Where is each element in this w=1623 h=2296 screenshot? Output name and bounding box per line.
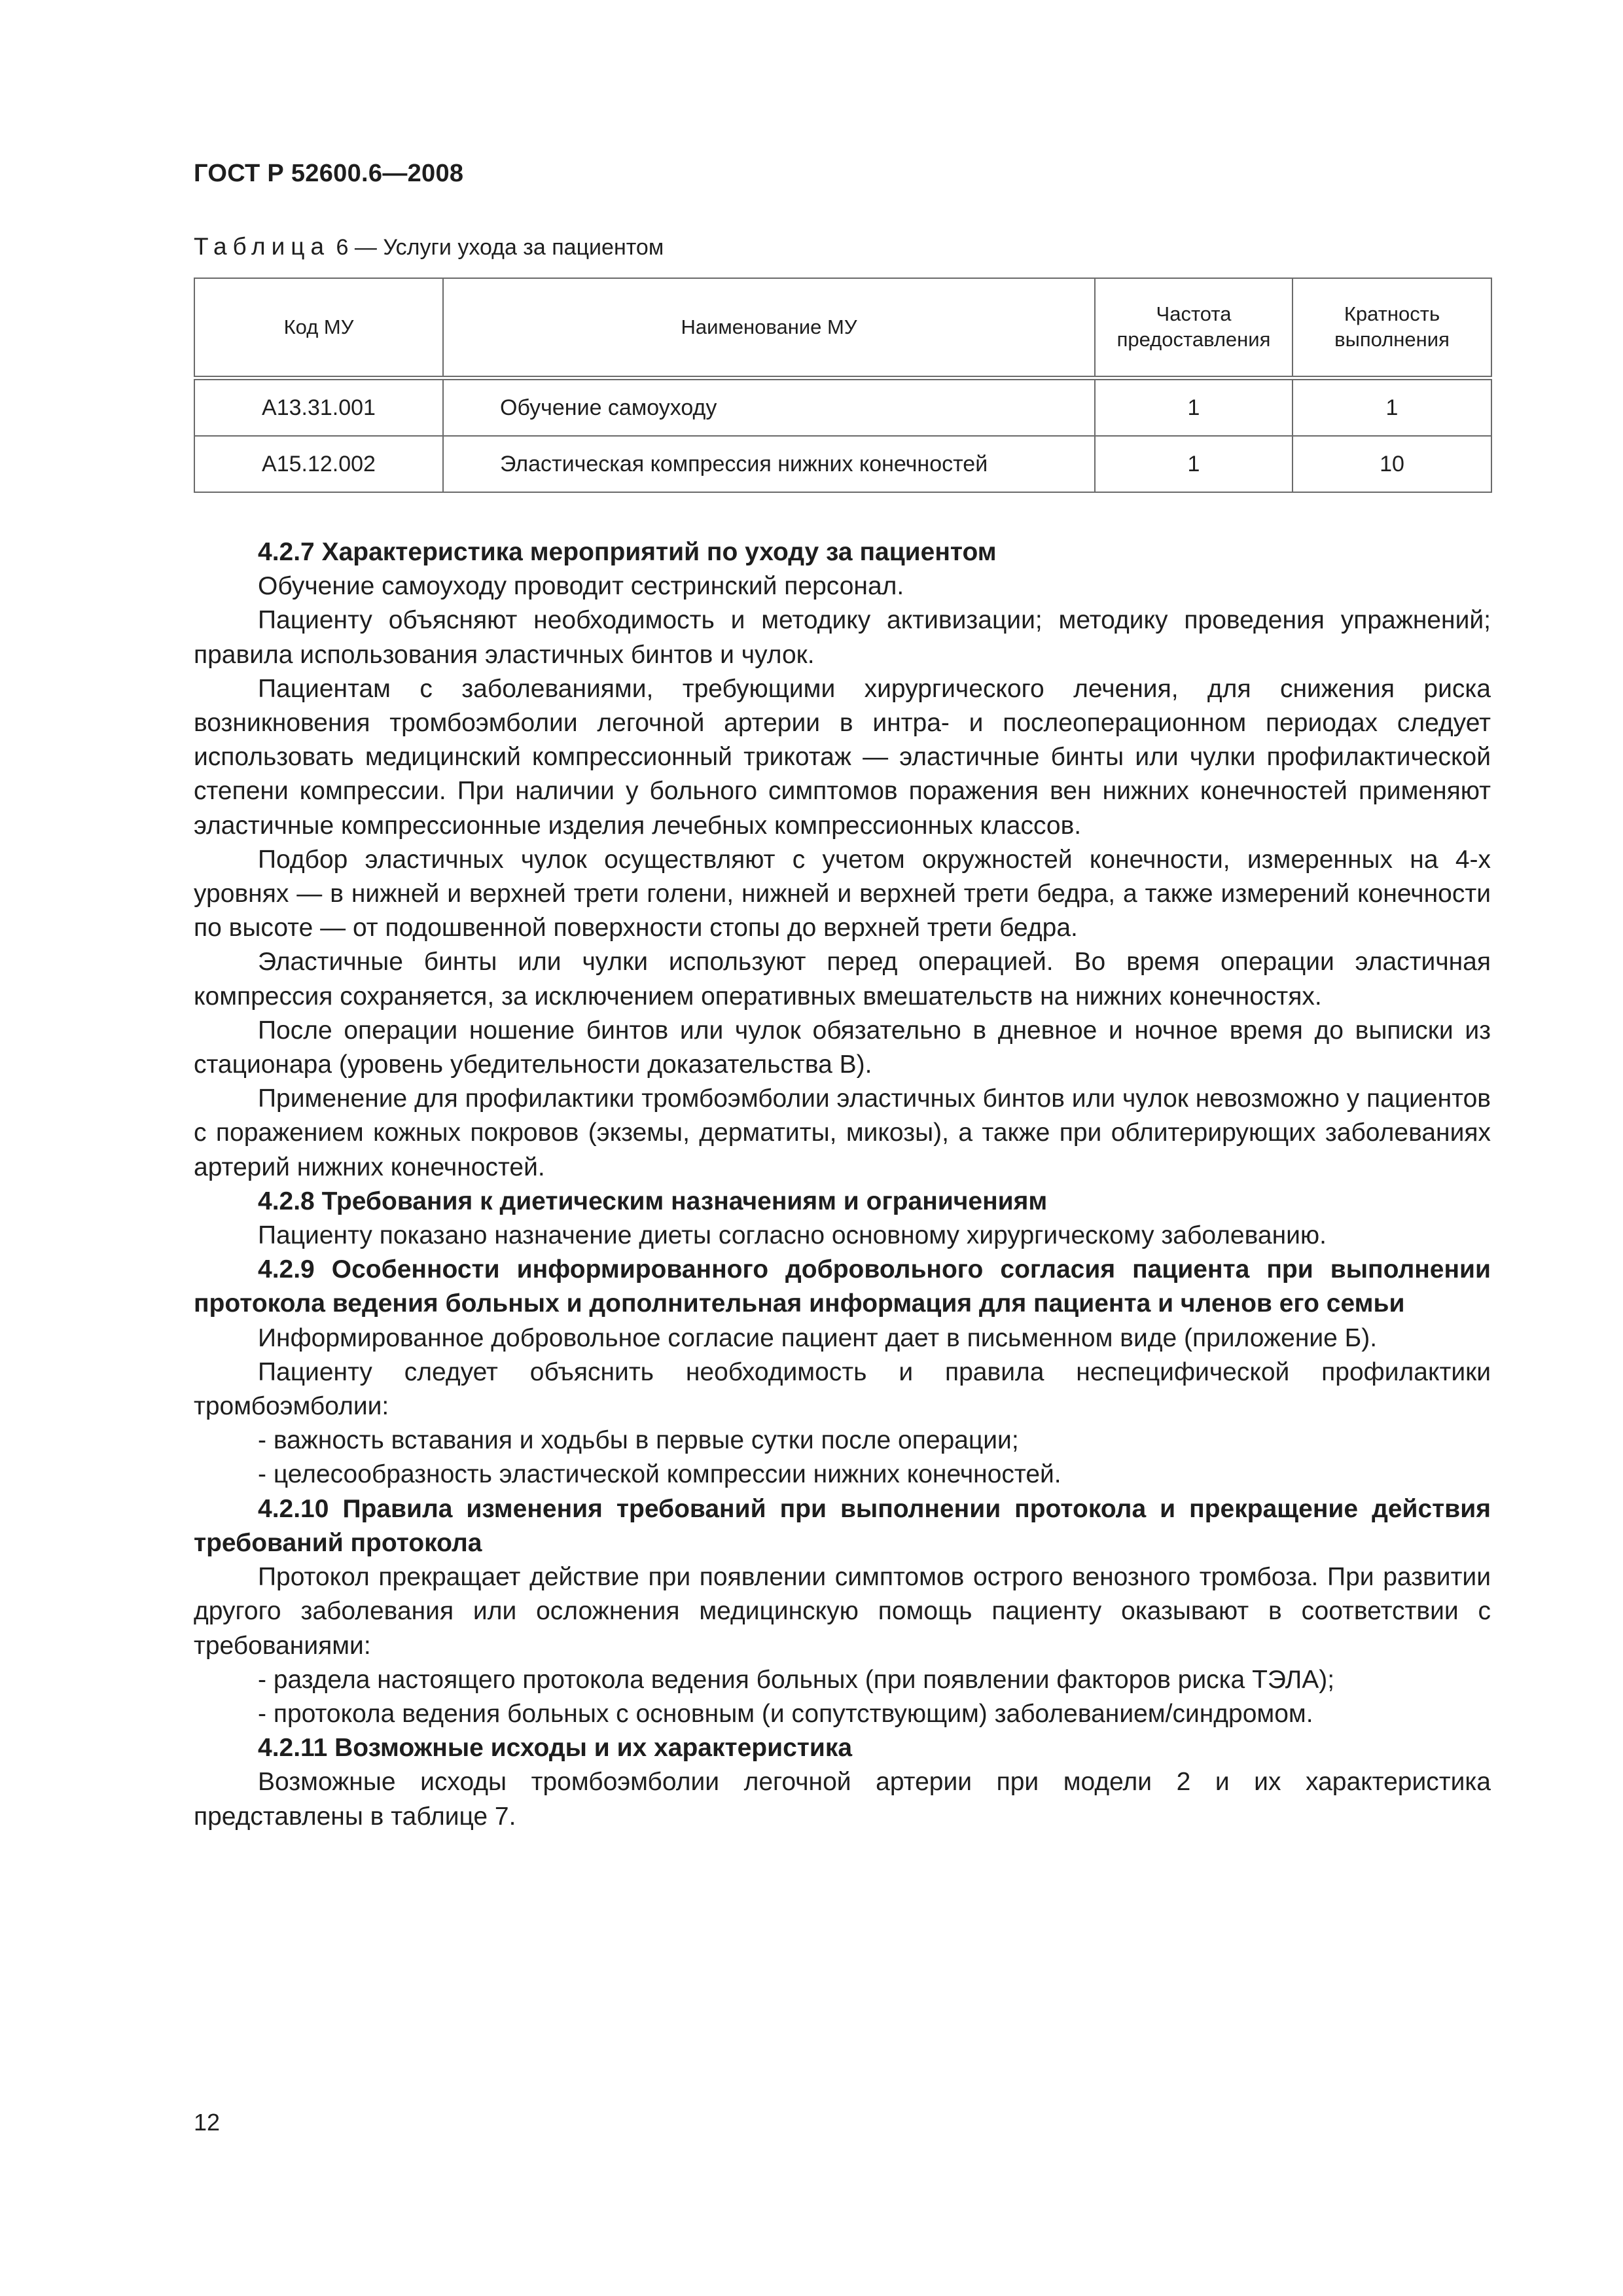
table-caption-label: Таблица <box>194 233 330 260</box>
paragraph: После операции ношение бинтов или чулок обязательно в дневное и ночное время до выписки из стационара (уровень убедительности доказательства В). <box>194 1016 1491 1079</box>
paragraph: Пациентам с заболеваниями, требующими хирургического лечения, для снижения риска возникновения тромбоэмболии легочной артерии в интра- и послеоперационном периодах следует использовать медицинский компрессионный трикотаж — эластичные бинты или чулки профилактической степени компрессии. При наличии у больного симптомов поражения вен нижних конечностей применяют эластичные компрессионные изделия лечебных компрессионных классов. <box>194 674 1491 840</box>
document-standard-id: ГОСТ Р 52600.6—2008 <box>194 160 464 187</box>
cell-frequency: 1 <box>1095 378 1293 437</box>
cell-multiplicity: 1 <box>1293 378 1491 437</box>
column-header-code: Код МУ <box>194 278 443 378</box>
table-row <box>194 378 1491 437</box>
column-header-multiplicity: Кратность выполнения <box>1293 278 1491 378</box>
paragraph: Пациенту следует объяснить необходимость и правила неспецифической профилактики тромбоэмболии: <box>194 1357 1491 1421</box>
column-header-frequency: Частота предоставления <box>1095 278 1293 378</box>
services-table <box>194 278 1492 493</box>
paragraph: Применение для профилактики тромбоэмболии эластичных бинтов или чулок невозможно у пациентов с поражением кожных покровов (экземы, дерматиты, микозы), а также при облитерирующих заболеваниях артерий нижних конечностей. <box>194 1085 1491 1181</box>
list-item: - целесообразность эластической компрессии нижних конечностей. <box>258 1460 1061 1489</box>
table-header-row <box>194 278 1491 378</box>
cell-multiplicity: 10 <box>1293 436 1491 492</box>
cell-frequency: 1 <box>1095 436 1293 492</box>
paragraph: Возможные исходы тромбоэмболии легочной артерии при модели 2 и их характеристика представлены в таблице 7. <box>194 1768 1491 1831</box>
list-item: - раздела настоящего протокола ведения больных (при появлении факторов риска ТЭЛА); <box>258 1665 1335 1694</box>
paragraph: Обучение самоуходу проводит сестринский персонал. <box>258 572 904 601</box>
section-heading-4-2-7: 4.2.7 Характеристика мероприятий по уходу за пациентом <box>258 538 997 566</box>
section-heading-4-2-9: 4.2.9 Особенности информированного добровольного согласия пациента при выполнении протокола ведения больных и дополнительная информация для пациента и членов его семьи <box>194 1255 1491 1318</box>
section-heading-4-2-10: 4.2.10 Правила изменения требований при выполнении протокола и прекращение действия требований протокола <box>194 1494 1491 1557</box>
paragraph: Подбор эластичных чулок осуществляют с учетом окружностей конечности, измеренных на 4-х уровнях — в нижней и верхней трети голени, нижней и верхней трети бедра, а также измерений конечности по высоте — от подошвенной поверхности стопы до верхней трети бедра. <box>194 845 1491 942</box>
list-item: - важность вставания и ходьбы в первые сутки после операции; <box>258 1426 1019 1455</box>
paragraph: Протокол прекращает действие при появлении симптомов острого венозного тромбоза. При развитии другого заболевания или осложнения медицинскую помощь пациенту оказывают в соответствии с требованиями: <box>194 1563 1491 1660</box>
paragraph: Пациенту показано назначение диеты согласно основному хирургическому заболеванию. <box>258 1221 1327 1250</box>
table-caption-title: 6 — Услуги ухода за пациентом <box>336 235 664 260</box>
paragraph: Эластичные бинты или чулки используют перед операцией. Во время операции эластичная компрессия сохраняется, за исключением оперативных вмешательств на нижних конечностях. <box>194 948 1491 1011</box>
page-number: 12 <box>194 2109 221 2136</box>
document-body <box>194 535 1491 1834</box>
cell-code: A15.12.002 <box>194 436 443 492</box>
section-heading-4-2-11: 4.2.11 Возможные исходы и их характеристика <box>258 1734 853 1763</box>
table-caption <box>194 233 664 260</box>
section-heading-4-2-8: 4.2.8 Требования к диетическим назначениям и ограничениям <box>258 1187 1048 1215</box>
cell-code: A13.31.001 <box>194 378 443 437</box>
list-item: - протокола ведения больных с основным (и сопутствующим) заболеванием/синдромом. <box>258 1699 1313 1728</box>
cell-name: Эластическая компрессия нижних конечностей <box>443 436 1095 492</box>
table-row <box>194 436 1491 492</box>
column-header-name: Наименование МУ <box>443 278 1095 378</box>
paragraph: Пациенту объясняют необходимость и методику активизации; методику проведения упражнений; правила использования эластичных бинтов и чулок. <box>194 606 1491 669</box>
paragraph: Информированное добровольное согласие пациент дает в письменном виде (приложение Б). <box>258 1323 1378 1352</box>
cell-name: Обучение самоуходу <box>443 378 1095 437</box>
